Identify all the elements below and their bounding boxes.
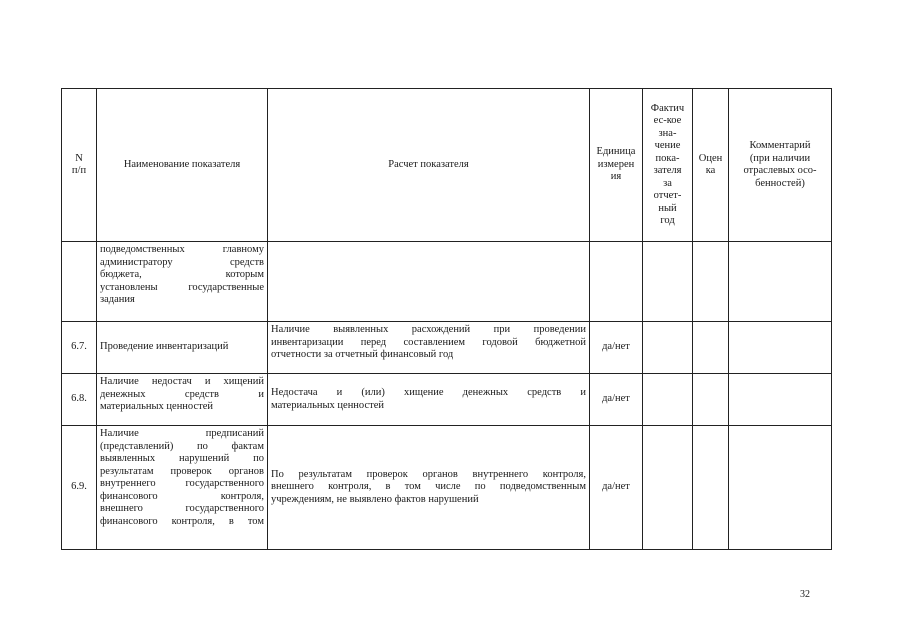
row-name-line: внешнего государственного	[100, 503, 264, 514]
header-fact-line: Фактич	[650, 102, 685, 114]
row-name	[97, 242, 268, 322]
header-score-line: Оцен	[698, 152, 723, 164]
row-calc-line: Наличие выявленных расхождений при проведении	[271, 324, 586, 335]
row-fact	[643, 426, 693, 550]
row-name-line: результатам проверок органов	[100, 465, 264, 477]
row-fact	[643, 322, 693, 374]
row-score	[693, 374, 729, 426]
header-num-line: п/п	[71, 165, 87, 176]
row-name	[97, 374, 268, 426]
header-comment-line: (при наличии	[749, 152, 811, 164]
header-fact-line: пока-	[655, 152, 680, 164]
table-row	[62, 322, 832, 374]
row-name-line: денежных средств и	[100, 388, 264, 400]
header-num	[62, 89, 97, 242]
row-unit: да/нет	[590, 426, 643, 550]
header-score	[693, 89, 729, 242]
header-comment-line: Комментарий	[749, 140, 811, 151]
page-number: 32	[800, 589, 810, 600]
row-name-line: финансового контроля,	[100, 490, 264, 502]
row-score	[693, 242, 729, 322]
header-fact	[643, 89, 693, 242]
table-row	[62, 242, 832, 322]
header-name: Наименование показателя	[97, 89, 268, 242]
row-comment	[729, 242, 832, 322]
row-comment	[729, 426, 832, 550]
row-score	[693, 322, 729, 374]
row-score	[693, 426, 729, 550]
row-calc-line: отчетности за отчетный финансовый год	[271, 349, 454, 360]
row-num: 6.9.	[62, 426, 97, 550]
header-row	[62, 89, 832, 242]
row-num: 6.8.	[62, 374, 97, 426]
row-name-line: подведомственных главному	[100, 244, 264, 255]
table-row	[62, 426, 832, 550]
header-unit-line: ия	[610, 171, 622, 183]
row-calc	[268, 322, 590, 374]
header-unit-line: Единица	[596, 146, 636, 158]
row-calc-line: инвентаризации перед составлением годовой бюджетной	[271, 336, 586, 348]
header-fact-line: зна-	[658, 127, 677, 139]
header-comment	[729, 89, 832, 242]
header-calc: Расчет показателя	[268, 89, 590, 242]
header-unit	[590, 89, 643, 242]
row-name-line: установлены государственные	[100, 281, 264, 293]
row-unit: да/нет	[590, 374, 643, 426]
row-num	[62, 242, 97, 322]
header-num-line: N	[75, 152, 83, 164]
row-calc	[268, 426, 590, 550]
row-name	[97, 322, 268, 374]
row-name-line: Наличие недостач и хищений	[100, 376, 264, 387]
row-name-line: Проведение инвентаризаций	[100, 341, 229, 353]
row-num: 6.7.	[62, 322, 97, 374]
header-unit-line: измерен	[597, 158, 635, 170]
header-comment-line: бенностей)	[755, 177, 805, 189]
row-calc-line: По результатам проверок органов внутреннего контроля,	[271, 468, 586, 480]
row-calc	[268, 374, 590, 426]
indicators-table	[61, 88, 832, 550]
row-fact	[643, 242, 693, 322]
header-fact-line: ес-кое	[653, 115, 682, 126]
row-name	[97, 426, 268, 550]
header-fact-line: чение	[654, 140, 681, 151]
row-comment	[729, 374, 832, 426]
row-comment	[729, 322, 832, 374]
row-fact	[643, 374, 693, 426]
row-name-line: выявленных нарушений по	[100, 453, 264, 464]
header-fact-line: ный	[658, 202, 677, 214]
row-calc-line: материальных ценностей	[271, 399, 384, 411]
header-fact-line: зателя	[653, 165, 682, 176]
header-comment-line: отраслевых осо-	[743, 165, 817, 176]
row-name-line: финансового контроля, в том	[100, 515, 264, 527]
header-fact-line: год	[660, 215, 675, 226]
row-name-line: внутреннего государственного	[100, 478, 264, 489]
row-calc	[268, 242, 590, 322]
row-unit: да/нет	[590, 322, 643, 374]
row-name-line: задания	[100, 294, 135, 305]
row-unit	[590, 242, 643, 322]
row-name-line: Наличие предписаний	[100, 428, 264, 439]
header-score-line: ка	[705, 165, 716, 176]
row-name-line: бюджета, которым	[100, 269, 264, 280]
row-calc-line: внешнего контроля, в том числе по подведомственным	[271, 481, 586, 493]
row-calc-line: учреждениям, не выявлено фактов нарушений	[271, 493, 479, 505]
row-name-line: материальных ценностей	[100, 401, 213, 412]
row-name-line: (представлений) по фактам	[100, 440, 264, 452]
row-calc-line: Недостача и (или) хищение денежных средств и	[271, 387, 586, 398]
header-fact-line: отчет-	[653, 190, 682, 201]
header-fact-line: за	[663, 177, 672, 189]
row-name-line: администратору средств	[100, 256, 264, 268]
table-row	[62, 374, 832, 426]
